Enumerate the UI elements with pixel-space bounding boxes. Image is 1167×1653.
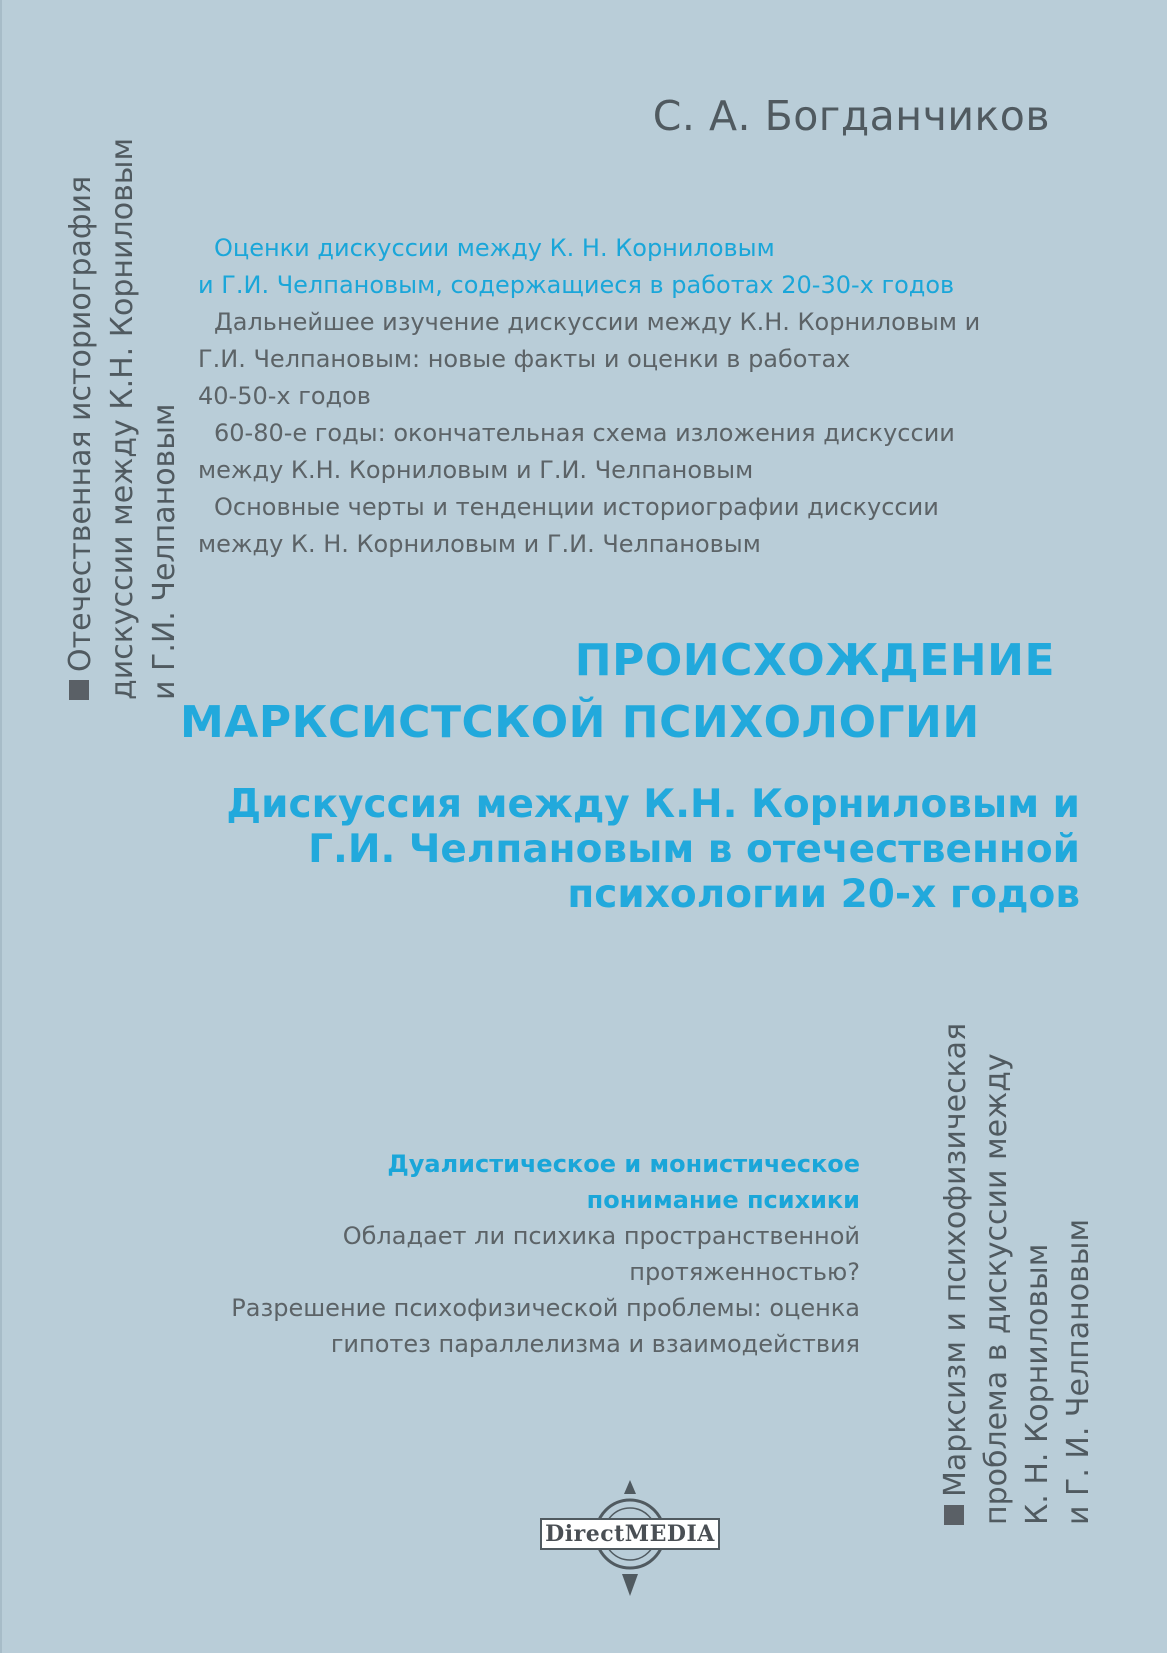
top-contents-line: 60-80-е годы: окончательная схема изложения дискуссии xyxy=(214,419,955,447)
top-contents-item xyxy=(198,304,1098,415)
bottom-contents-line: Обладает ли психика пространственной xyxy=(342,1222,860,1250)
vertical-title-line: и Г.И. Челпановым xyxy=(147,403,182,700)
vertical-title-line: проблема в дискуссии между xyxy=(979,1053,1014,1525)
top-contents-line: и Г.И. Челпановым, содержащиеся в работах 20-30-х годов xyxy=(198,271,955,299)
square-bullet-icon xyxy=(944,1505,964,1525)
vertical-section-title-right xyxy=(935,1023,1099,1525)
top-contents-line: 40-50-х годов xyxy=(198,382,371,410)
top-contents-item xyxy=(198,230,1098,304)
bottom-contents-line: Дуалистическое и монистическое xyxy=(387,1150,860,1178)
vertical-title-line: К. Н. Корниловым xyxy=(1020,1243,1055,1525)
bottom-contents-line: протяженностью? xyxy=(629,1258,860,1286)
publisher-name: DirectMEDIA xyxy=(540,1518,720,1550)
top-contents-line: Основные черты и тенденции историографии дискуссии xyxy=(214,493,939,521)
bottom-contents-list xyxy=(100,1146,860,1362)
book-subtitle xyxy=(180,782,1080,917)
vertical-title-line xyxy=(935,1023,976,1525)
vertical-title-text: Марксизм и психофизическая xyxy=(938,1022,973,1497)
book-title-line: МАРКСИСТСКОЙ ПСИХОЛОГИИ xyxy=(180,697,980,748)
bottom-contents-item xyxy=(100,1146,860,1218)
top-contents-line: Оценки дискуссии между К. Н. Корниловым xyxy=(214,234,775,262)
top-contents-line: Дальнейшее изучение дискуссии между К.Н. Корниловым и xyxy=(214,308,981,336)
book-title-line: ПРОИСХОЖДЕНИЕ xyxy=(574,635,1055,686)
vertical-title-text: Отечественная историография xyxy=(63,175,98,672)
book-title xyxy=(180,630,1055,754)
book-subtitle-line: Дискуссия между К.Н. Корниловым и xyxy=(226,782,1080,827)
vertical-title-line: дискуссии между К.Н. Корниловым xyxy=(105,137,140,700)
bottom-contents-line: гипотез параллелизма и взаимодействия xyxy=(330,1330,860,1358)
book-subtitle-line: Г.И. Челпановым в отечественной xyxy=(308,827,1080,872)
top-contents-line: Г.И. Челпановым: новые факты и оценки в работах xyxy=(198,345,851,373)
vertical-title-line xyxy=(60,138,102,700)
bottom-contents-item xyxy=(100,1290,860,1362)
bottom-contents-line: понимание психики xyxy=(586,1186,860,1214)
top-contents-item xyxy=(198,489,1098,563)
square-bullet-icon xyxy=(69,680,89,700)
vertical-title-line: и Г. И. Челпановым xyxy=(1061,1218,1096,1525)
bottom-contents-line: Разрешение психофизической проблемы: оценка xyxy=(231,1294,860,1322)
vertical-section-title-left xyxy=(60,138,186,700)
book-subtitle-line: психологии 20-х годов xyxy=(567,872,1080,917)
publisher-logo xyxy=(540,1478,720,1608)
top-contents-list xyxy=(198,230,1098,563)
author-name: С. А. Богданчиков xyxy=(652,92,1050,140)
bottom-contents-item xyxy=(100,1218,860,1290)
top-contents-line: между К. Н. Корниловым и Г.И. Челпановым xyxy=(198,530,761,558)
top-contents-item xyxy=(198,415,1098,489)
top-contents-line: между К.Н. Корниловым и Г.И. Челпановым xyxy=(198,456,754,484)
